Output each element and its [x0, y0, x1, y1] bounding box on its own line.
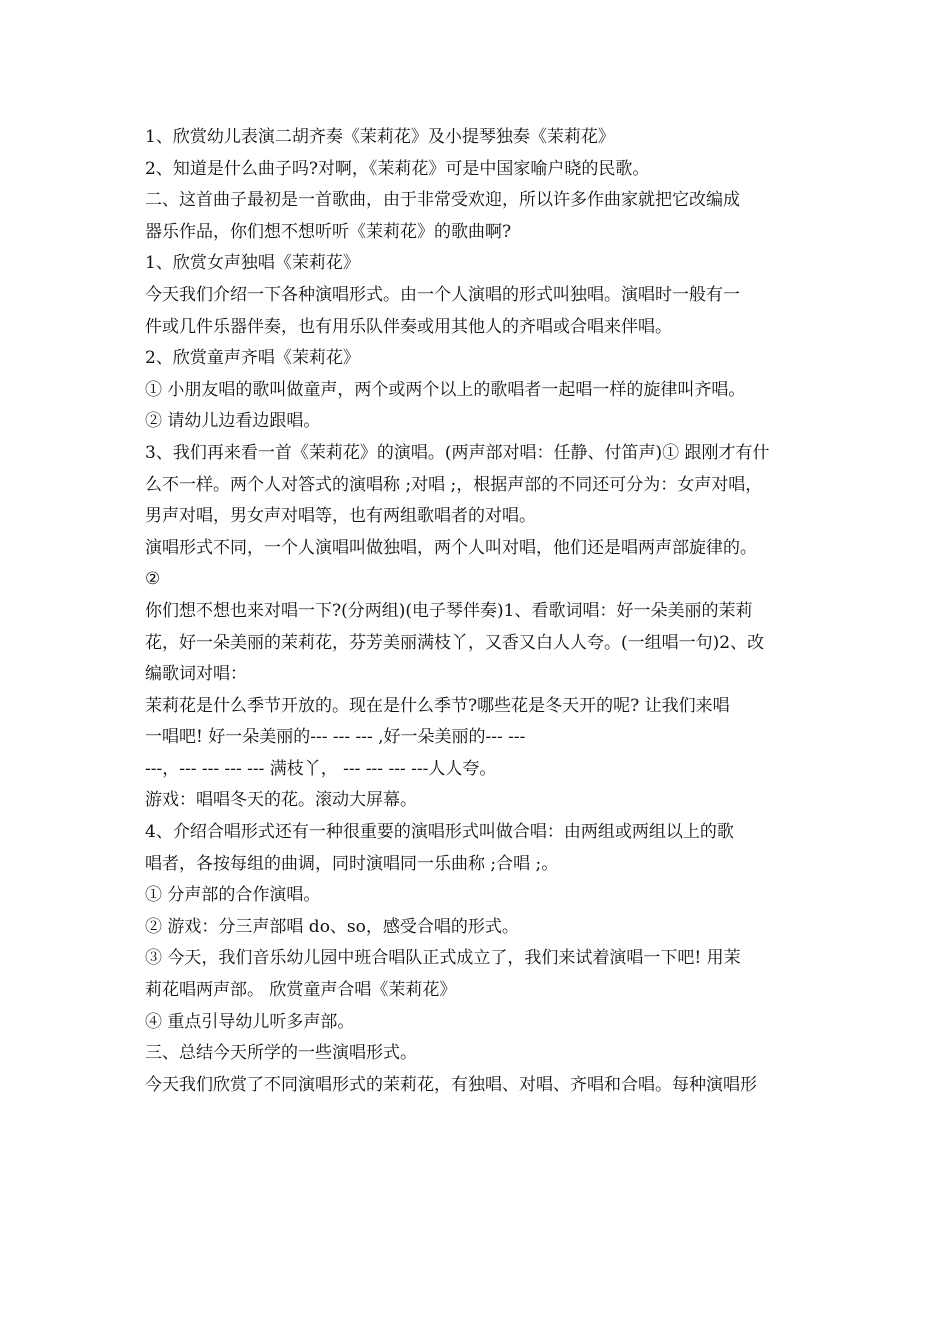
text-line: 件或几件乐器伴奏，也有用乐队伴奏或用其他人的齐唱或合唱来伴唱。: [145, 316, 672, 337]
text-line: ④ 重点引导幼儿听多声部。: [145, 1011, 355, 1032]
text-line: 1、欣赏女声独唱《茉莉花》: [145, 253, 360, 274]
text-line: 男声对唱，男女声对唱等，也有两组歌唱者的对唱。: [145, 506, 536, 527]
text-line: 花，好一朵美丽的茉莉花，芬芳美丽满枝丫，又香又白人人夸。(一组唱一句)2、改: [145, 632, 765, 653]
text-line: 4、介绍合唱形式还有一种很重要的演唱形式叫做合唱：由两组或两组以上的歌: [145, 822, 734, 843]
text-line: 3、我们再来看一首《茉莉花》的演唱。(两声部对唱：任静、付笛声)① 跟刚才有什: [145, 442, 770, 463]
text-line: 2、知道是什么曲子吗?对啊，《茉莉花》可是中国家喻户晓的民歌。: [145, 158, 650, 179]
text-line: 编歌词对唱：: [145, 664, 247, 685]
text-line: 今天我们欣赏了不同演唱形式的茉莉花，有独唱、对唱、齐唱和合唱。每种演唱形: [145, 1074, 757, 1095]
text-line: 今天我们介绍一下各种演唱形式。由一个人演唱的形式叫独唱。演唱时一般有一: [145, 284, 740, 305]
text-line: 茉莉花是什么季节开放的。现在是什么季节?哪些花是冬天开的呢? 让我们来唱: [145, 695, 730, 716]
text-line: ② 游戏：分三声部唱 do、so，感受合唱的形式。: [145, 916, 519, 937]
text-line: 一唱吧! 好一朵美丽的--- --- --- ,好一朵美丽的--- ---: [145, 727, 526, 748]
text-line: 二、这首曲子最初是一首歌曲，由于非常受欢迎，所以许多作曲家就把它改编成: [145, 190, 740, 211]
text-line: ---，--- --- --- --- 满枝丫， --- --- --- ---人人夸。: [145, 758, 497, 779]
text-line: 三、总结今天所学的一些演唱形式。: [145, 1043, 417, 1064]
text-line: ① 小朋友唱的歌叫做童声，两个或两个以上的歌唱者一起唱一样的旋律叫齐唱。: [145, 379, 746, 400]
text-line: 1、欣赏幼儿表演二胡齐奏《茉莉花》及小提琴独奏《茉莉花》: [145, 127, 615, 147]
text-line: ① 分声部的合作演唱。: [145, 885, 321, 906]
text-line: 2、欣赏童声齐唱《茉莉花》: [145, 348, 360, 369]
text-line: 莉花唱两声部。 欣赏童声合唱《茉莉花》: [145, 980, 457, 1001]
text-line: 演唱形式不同，一个人演唱叫做独唱，两个人叫对唱，他们还是唱两声部旋律的。: [145, 537, 757, 558]
text-line: 么不一样。两个人对答式的演唱称 ;对唱 ;，根据声部的不同还可分为：女声对唱，: [145, 474, 763, 495]
text-line: 你们想不想也来对唱一下?(分两组)(电子琴伴奏)1、看歌词唱：好一朵美丽的茉莉: [145, 600, 753, 621]
document-body: [145, 122, 810, 1101]
text-line: ② 请幼儿边看边跟唱。: [145, 411, 321, 432]
text-line: 唱者，各按每组的曲调，同时演唱同一乐曲称 ;合唱 ;。: [145, 853, 559, 874]
text-line: ②: [145, 569, 161, 590]
text-line: 游戏：唱唱冬天的花。滚动大屏幕。: [145, 790, 417, 811]
text-line: ③ 今天，我们音乐幼儿园中班合唱队正式成立了，我们来试着演唱一下吧! 用茉: [145, 948, 741, 969]
text-line: 器乐作品，你们想不想听听《茉莉花》的歌曲啊?: [145, 221, 512, 242]
